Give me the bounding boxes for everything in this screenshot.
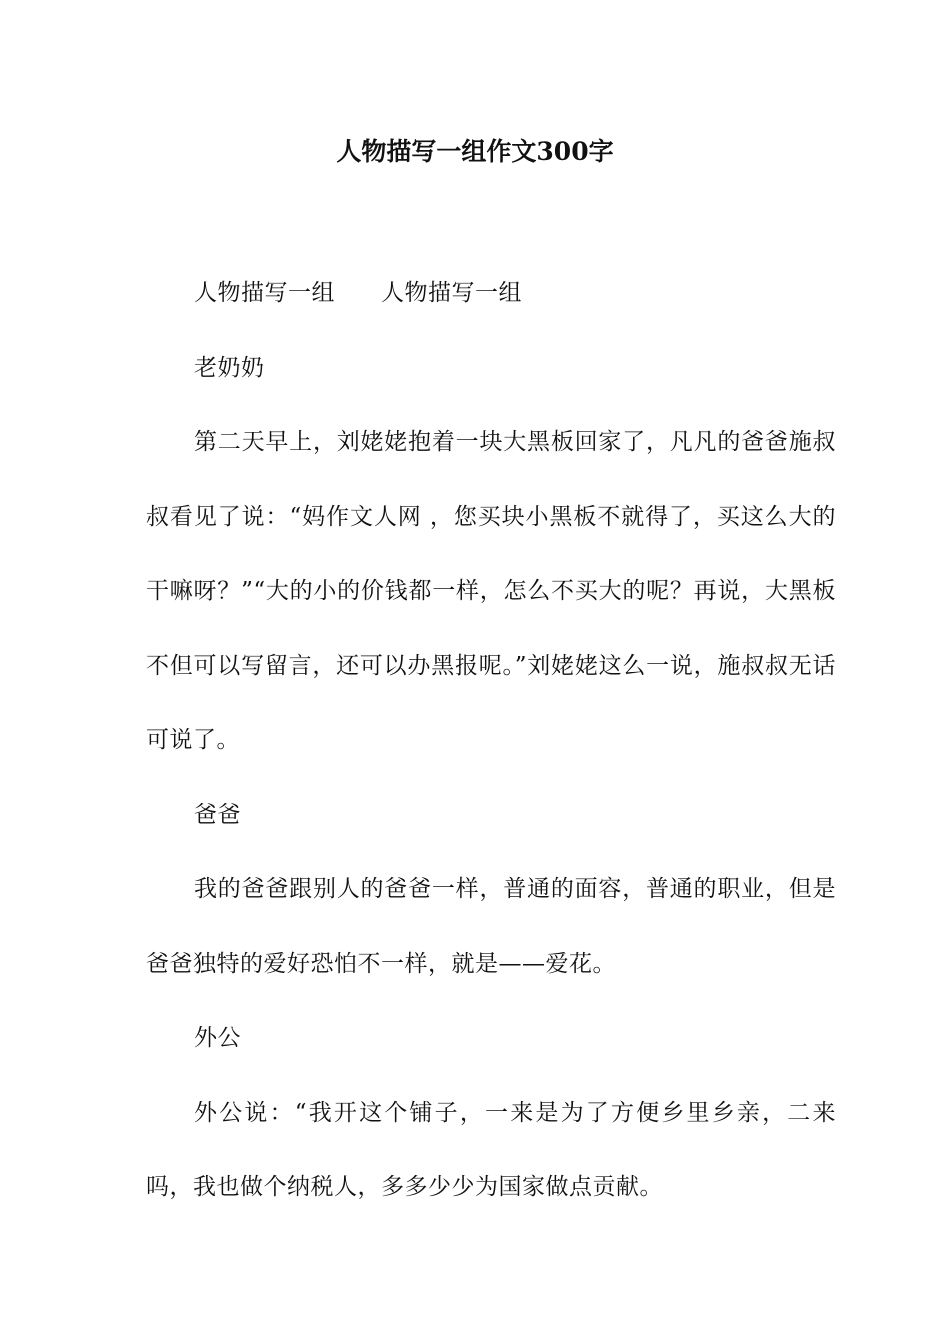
section-heading-grandma: 老奶奶 — [194, 354, 265, 381]
heading-line-part-1: 人物描写一组 — [194, 280, 335, 306]
section-heading-dad: 爸爸 — [194, 801, 241, 828]
document-body — [146, 256, 836, 1225]
paragraph-grandpa: 外公说：“我开这个铺子，一来是为了方便乡里乡亲，二来吗，我也做个纳税人，多多少少为国家做点贡献。 — [146, 1099, 836, 1200]
heading-line-part-2: 人物描写一组 — [381, 280, 522, 306]
heading-line — [146, 256, 836, 331]
paragraph-grandma: 第二天早上，刘姥姥抱着一块大黑板回家了，凡凡的爸爸施叔叔看见了说：“妈作文人网 ，您买块小黑板不就得了，买这么大的干嘛呀？”“大的小的价钱都一样，怎么不买大的呢？再说，大黑板不但可以写留言，还可以办黑报呢。”刘姥姥这么一说，施叔叔无话可说了。 — [146, 429, 836, 753]
document-title: 人物描写一组作文300字 — [336, 137, 614, 166]
paragraph-dad: 我的爸爸跟别人的爸爸一样，普通的面容，普通的职业，但是爸爸独特的爱好恐怕不一样，就是——爱花。 — [146, 876, 836, 977]
section-heading-grandpa: 外公 — [194, 1025, 241, 1051]
